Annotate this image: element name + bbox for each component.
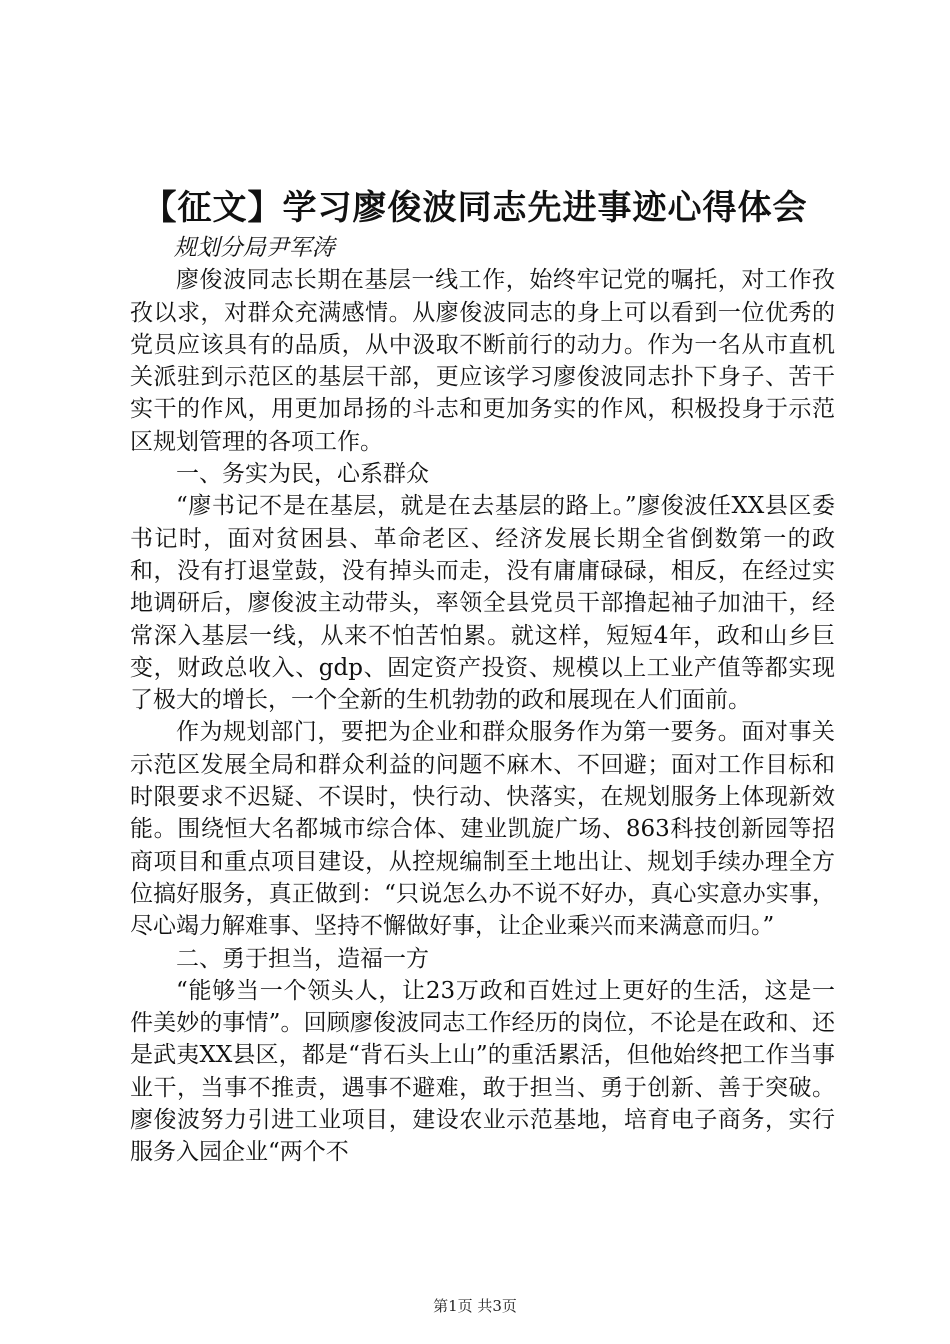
document-title: 【征文】学习廖俊波同志先进事迹心得体会 — [142, 188, 808, 228]
page-footer: 第1页 共3页 — [433, 1297, 517, 1315]
section-heading: 一、务实为民，心系群众 — [176, 461, 429, 488]
paragraph: “廖书记不是在基层，就是在去基层的路上。”廖俊波任XX县区委书记时，面对贫困县、革命老区、经济发展长期全省倒数第一的政和，没有打退堂鼓，没有掉头而走，没有庸庸碌碌，相反，在经过实地调研后，廖俊波主动带头，率领全县党员干部撸起袖子加油干，经常深入基层一线，从来不怕苦怕累。就这样，短短4年，政和山乡巨变，财政总收入、gdp、固定资产投资、规模以上工业产值等都实现了极大的增长，一个全新的生机勃勃的政和展现在人们面前。 — [130, 493, 835, 714]
document-body — [130, 232, 835, 1169]
paragraph: “能够当一个领头人，让23万政和百姓过上更好的生活，这是一件美妙的事情”。回顾廖俊波同志工作经历的岗位，不论是在政和、还是武夷XX县区，都是“背石头上山”的重活累活，但他始终把工作当事业干，当事不推责，遇事不避难，敢于担当、勇于创新、善于突破。廖俊波努力引进工业项目，建设农业示范基地，培育电子商务，实行服务入园企业“两个不 — [130, 977, 835, 1166]
section-heading: 二、勇于担当，造福一方 — [176, 945, 429, 972]
author-line: 规划分局尹军涛 — [173, 235, 335, 261]
paragraph: 作为规划部门，要把为企业和群众服务作为第一要务。面对事关示范区发展全局和群众利益的问题不麻木、不回避；面对工作目标和时限要求不迟疑、不误时，快行动、快落实，在规划服务上体现新效能。围绕恒大名都城市综合体、建业凯旋广场、863科技创新园等招商项目和重点项目建设，从控规编制至土地出让、规划手续办理全方位搞好服务，真正做到：“只说怎么办不说不好办，真心实意办实事，尽心竭力解难事、坚持不懈做好事，让企业乘兴而来满意而归。” — [130, 719, 835, 940]
paragraph: 廖俊波同志长期在基层一线工作，始终牢记党的嘱托，对工作孜孜以求，对群众充满感情。从廖俊波同志的身上可以看到一位优秀的党员应该具有的品质，从中汲取不断前行的动力。作为一名从市直机关派驻到示范区的基层干部，更应该学习廖俊波同志扑下身子、苦干实干的作风，用更加昂扬的斗志和更加务实的作风，积极投身于示范区规划管理的各项工作。 — [130, 267, 835, 455]
